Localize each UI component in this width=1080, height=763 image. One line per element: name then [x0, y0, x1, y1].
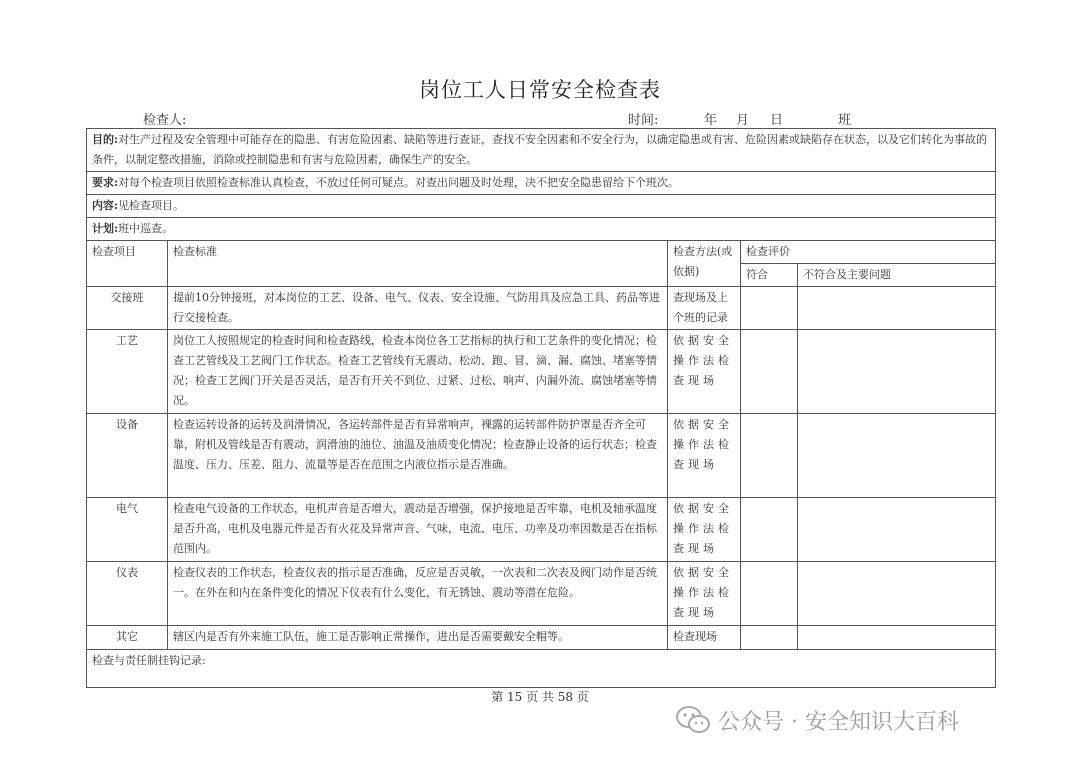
item-pass-cell[interactable]: [741, 330, 798, 414]
purpose-row: [87, 129, 996, 172]
item-fail-cell[interactable]: [798, 330, 996, 414]
item-fail-cell[interactable]: [798, 626, 996, 650]
document-title: 岗位工人日常安全检查表: [419, 78, 661, 102]
requirement-cell: [87, 172, 996, 195]
item-method: 依据安全操作法检查现场: [668, 498, 741, 562]
item-pass-cell[interactable]: [741, 626, 798, 650]
table-row: [87, 562, 996, 626]
item-fail-cell[interactable]: [798, 287, 996, 330]
item-fail-cell[interactable]: [798, 562, 996, 626]
content-text: 见检查项目。: [118, 199, 185, 212]
record-cell[interactable]: 检查与责任制挂钩记录:: [87, 650, 996, 688]
item-pass-cell[interactable]: [741, 562, 798, 626]
purpose-cell: [87, 129, 996, 172]
year-label: 年: [704, 113, 718, 128]
item-standard: 提前10分钟接班，对本岗位的工艺、设备、电气、仪表、安全设施、气防用具及应急工具、药品等进行交接检查。: [168, 287, 668, 330]
plan-label: 计划:: [92, 222, 119, 235]
purpose-label: 目的:: [92, 133, 119, 146]
plan-cell: [87, 218, 996, 241]
item-standard: 岗位工人按照规定的检查时间和检查路线，检查本岗位各工艺指标的执行和工艺条件的变化情况；检查工艺管线及工艺阀门工作状态。检查工艺管线有无震动、松动、跑、冒、滴、漏、腐蚀、堵塞等情况；检查工艺阀门开关是否灵活，是否有开关不到位、过紧、过松、响声、内漏外流、腐蚀堵塞等情况。: [168, 330, 668, 414]
page-number: 第 15 页 共 58 页: [491, 690, 589, 704]
column-header-row: [87, 241, 996, 264]
shift-label: 班: [838, 113, 852, 128]
item-name: 仪表: [87, 562, 168, 626]
table-row: [87, 626, 996, 650]
item-method: 依据安全操作法检查现场: [668, 330, 741, 414]
plan-text: 班中巡查。: [118, 222, 174, 235]
item-method: 检查现场: [668, 626, 741, 650]
item-pass-cell[interactable]: [741, 287, 798, 330]
col-item-header: 检查项目: [87, 241, 168, 287]
table-row: [87, 498, 996, 562]
item-method: 查现场及上个班的记录: [668, 287, 741, 330]
requirement-label: 要求:: [92, 176, 119, 189]
item-pass-cell[interactable]: [741, 414, 798, 498]
wechat-icon: [676, 705, 710, 735]
item-name: 工艺: [87, 330, 168, 414]
item-name: 交接班: [87, 287, 168, 330]
item-method: 依据安全操作法检查现场: [668, 562, 741, 626]
purpose-text: 对生产过程及安全管理中可能存在的隐患、有害危险因素、缺陷等进行查证，查找不安全因素和不安全行为，以确定隐患或有害、危险因素或缺陷存在状态，以及它们转化为事故的条件，以制定整改措施，消除或控制隐患和有害与危险因素，确保生产的安全。: [92, 133, 988, 166]
item-standard: 检查电气设备的工作状态，电机声音是否增大，震动是否增强，保护接地是否牢靠，电机及轴承温度是否升高，电机及电器元件是否有火花及异常声音、气味，电流、电压、功率及功率因数是否在指标范围内。: [168, 498, 668, 562]
item-fail-cell[interactable]: [798, 414, 996, 498]
day-label: 日: [770, 113, 784, 128]
col-method-header: 检查方法(或依据): [668, 241, 741, 287]
item-standard: 辖区内是否有外来施工队伍，施工是否影响正常操作，进出是否需要戴安全帽等。: [168, 626, 668, 650]
time-label: 时间:: [628, 113, 659, 128]
item-method: 依据安全操作法检查现场: [668, 414, 741, 498]
item-fail-cell[interactable]: [798, 498, 996, 562]
col-eval-header: 检查评价: [741, 241, 996, 264]
inspection-table: [86, 128, 996, 688]
item-name: 设备: [87, 414, 168, 498]
requirement-row: [87, 172, 996, 195]
content-row: [87, 195, 996, 218]
col-pass-header: 符合: [741, 264, 798, 287]
item-name: 电气: [87, 498, 168, 562]
table-row: [87, 330, 996, 414]
watermark: [676, 703, 959, 737]
plan-row: [87, 218, 996, 241]
requirement-text: 对每个检查项目依照检查标准认真检查，不放过任何可疑点。对查出问题及时处理，决不把安全隐患留给下个班次。: [118, 176, 680, 189]
item-name: 其它: [87, 626, 168, 650]
item-standard: 检查运转设备的运转及润滑情况，各运转部件是否有异常响声，裸露的运转部件防护罩是否齐全可靠，附机及管线是否有震动，润滑油的油位、油温及油质变化情况；检查静止设备的运行状态；检查温度、压力、压差、阻力、流量等是否在范围之内液位指示是否准确。: [168, 414, 668, 498]
item-standard: 检查仪表的工作状态，检查仪表的指示是否准确，反应是否灵敏，一次表和二次表及阀门动作是否统一。在外在和内在条件变化的情况下仪表有什么变化，有无锈蚀、震动等潜在危险。: [168, 562, 668, 626]
table-row: [87, 287, 996, 330]
content-label: 内容:: [92, 199, 119, 212]
watermark-text: 公众号 · 安全知识大百科: [718, 709, 959, 735]
content-cell: [87, 195, 996, 218]
month-label: 月: [736, 113, 750, 128]
inspector-label: 检查人:: [143, 113, 187, 128]
col-fail-header: 不符合及主要问题: [798, 264, 996, 287]
item-pass-cell[interactable]: [741, 498, 798, 562]
col-standard-header: 检查标准: [168, 241, 668, 287]
table-row: [87, 414, 996, 498]
record-row: [87, 650, 996, 688]
